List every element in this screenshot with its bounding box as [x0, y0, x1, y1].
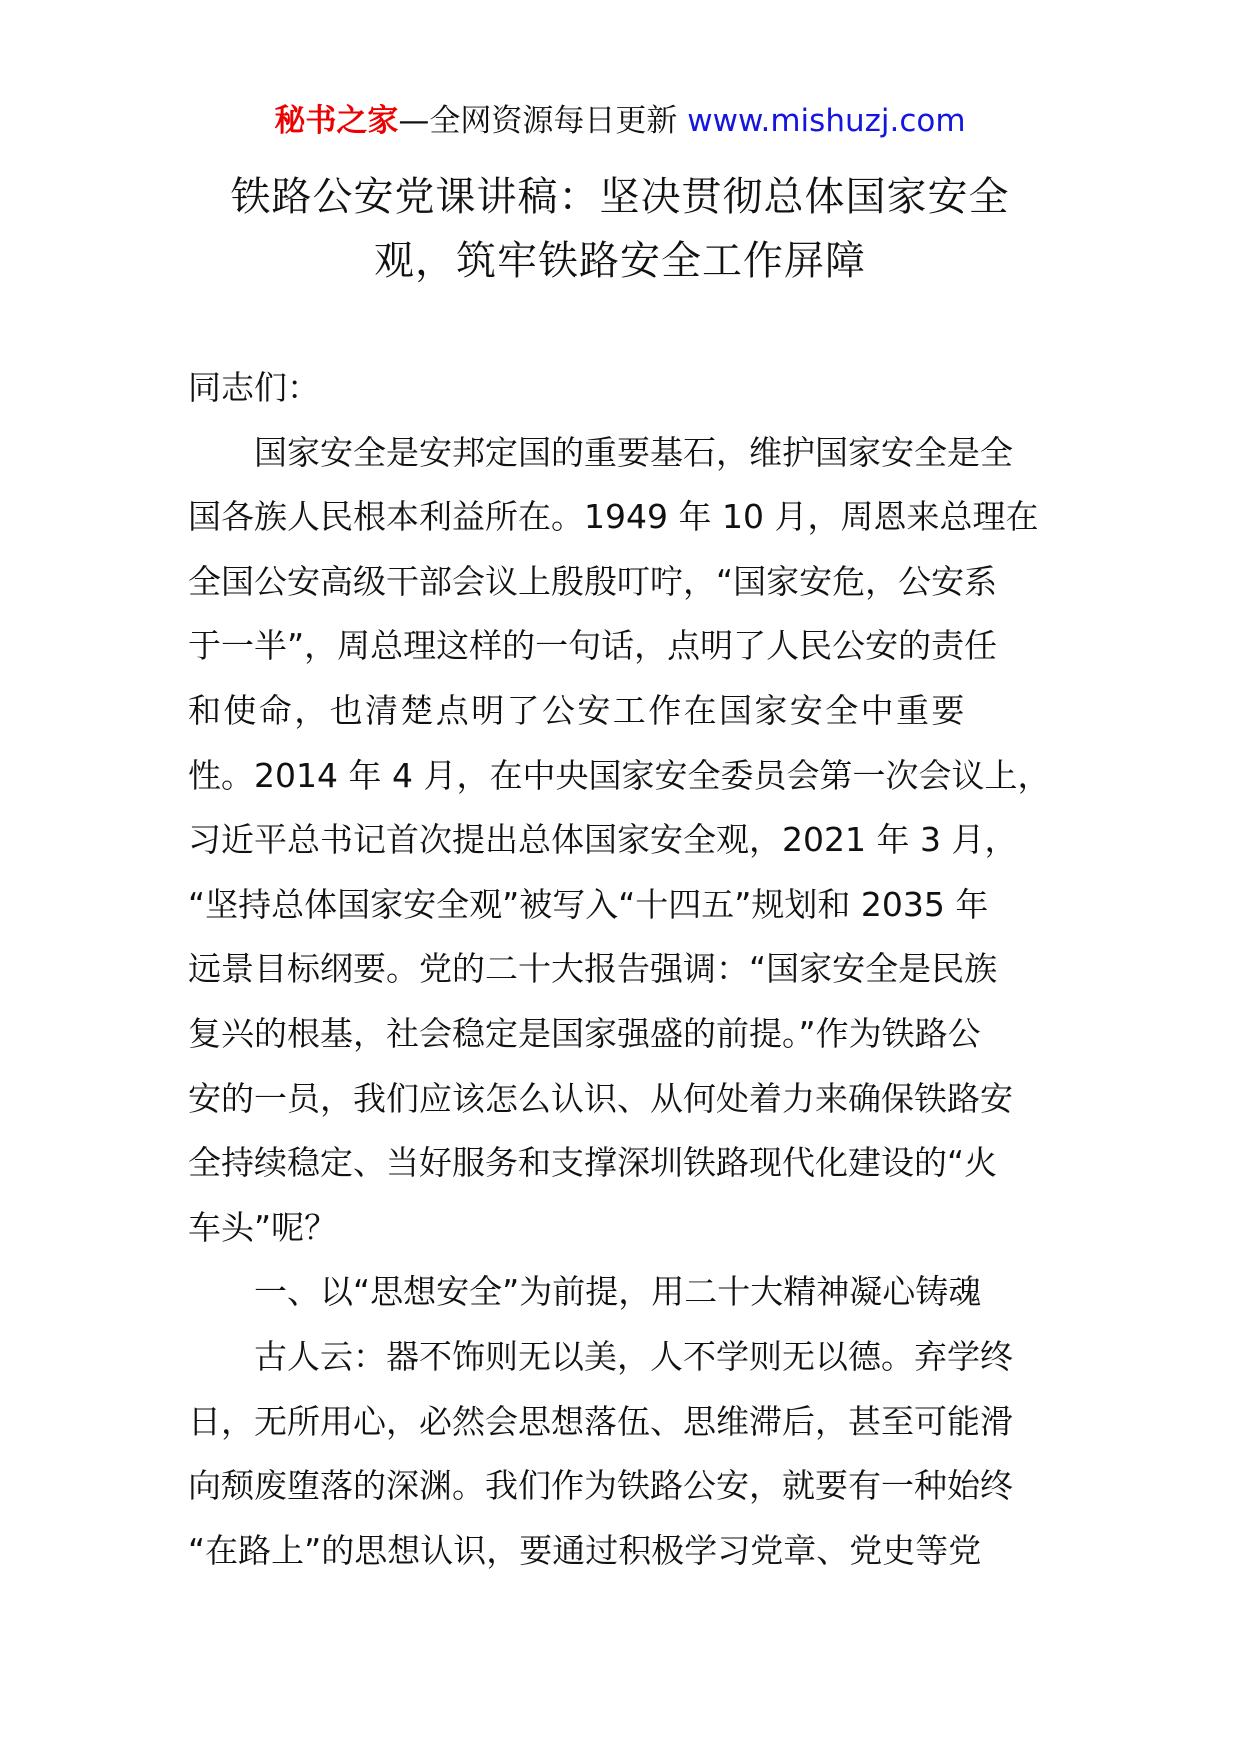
site-header: [0, 98, 1240, 144]
paragraph-line: 车头”呢？: [188, 1207, 338, 1247]
salutation: 同志们：: [188, 368, 320, 407]
title-line-1: 铁路公安党课讲稿：坚决贯彻总体国家安全: [230, 174, 1010, 220]
document-title: [180, 165, 1060, 293]
paragraph-line: 习近平总书记首次提出总体国家安全观，2021 年 3 月，: [188, 820, 1018, 860]
header-tagline: —全网资源每日更新: [398, 103, 678, 139]
paragraph-line: 远景目标纲要。党的二十大报告强调：“国家安全是民族: [188, 949, 998, 989]
paragraph-line: 于一半”，周总理这样的一句话，点明了人民公安的责任: [188, 626, 998, 666]
title-line-2: 观，筑牢铁路安全工作屏障: [374, 238, 866, 284]
paragraph-line: 全持续稳定、当好服务和支撑深圳铁路现代化建设的“火: [188, 1143, 998, 1183]
paragraph-line: 古人云：器不饰则无以美，人不学则无以德。弃学终: [254, 1336, 1013, 1376]
site-url-link[interactable]: www.mishuzj.com: [687, 103, 966, 139]
paragraph-line: 安的一员，我们应该怎么认识、从何处着力来确保铁路安: [188, 1078, 1013, 1118]
paragraph-line: “坚持总体国家安全观”被写入“十四五”规划和 2035 年: [188, 884, 989, 924]
paragraph-line: 国各族人民根本利益所在。1949 年 10 月，周恩来总理在: [188, 497, 1039, 537]
paragraph-line: 全国公安高级干部会议上殷殷叮咛，“国家安危，公安系: [188, 561, 998, 601]
paragraph-line: “在路上”的思想认识，要通过积极学习党章、党史等党: [188, 1530, 982, 1570]
paragraph-line: 性。2014 年 4 月，在中央国家安全委员会第一次会议上，: [188, 755, 1051, 795]
paragraph-line: 向颓废堕落的深渊。我们作为铁路公安，就要有一种始终: [188, 1466, 1013, 1506]
section-heading: 一、以“思想安全”为前提，用二十大精神凝心铸魂: [254, 1272, 982, 1312]
brand-name: 秘书之家: [274, 103, 399, 139]
paragraph-line: 国家安全是安邦定国的重要基石，维护国家安全是全: [254, 432, 1013, 472]
paragraph-line: 复兴的根基，社会稳定是国家强盛的前提。”作为铁路公: [188, 1013, 981, 1053]
document-body: [188, 356, 1058, 1583]
paragraph-line: 和使命，也清楚点明了公安工作在国家安全中重要: [188, 690, 967, 730]
paragraph-line: 日，无所用心，必然会思想落伍、思维滞后，甚至可能滑: [188, 1401, 1013, 1441]
